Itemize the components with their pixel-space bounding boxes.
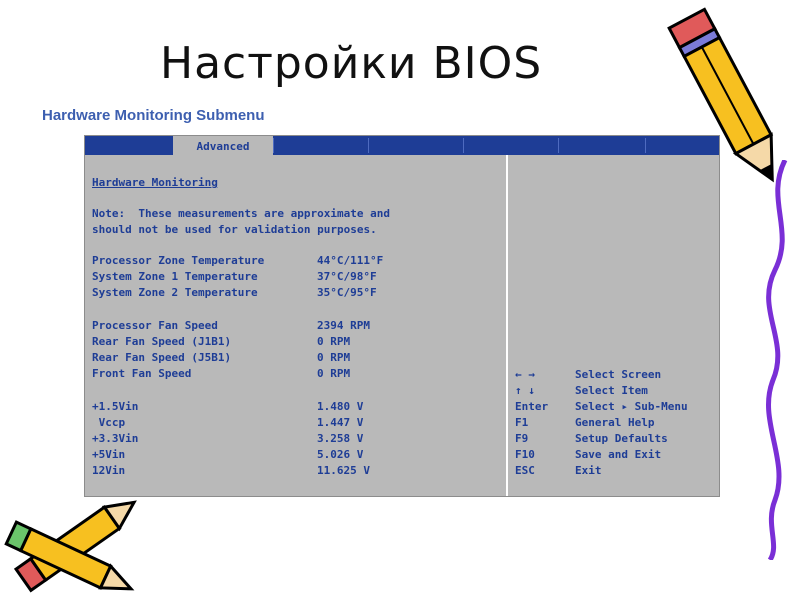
panel-divider (506, 155, 508, 496)
bios-screen (84, 135, 720, 497)
reading-value: 2394 RPM (317, 319, 370, 332)
reading-value: 5.026 V (317, 448, 364, 461)
reading-label[interactable]: Rear Fan Speed (J1B1) (92, 335, 232, 348)
pencils-bottom-left-icon (0, 480, 150, 600)
squiggle-line-icon (745, 160, 800, 560)
section-title: Hardware Monitoring (92, 176, 218, 189)
key-hint: ESC (515, 464, 535, 477)
reading-label[interactable]: System Zone 1 Temperature (92, 270, 258, 283)
reading-value: 0 RPM (317, 367, 351, 380)
key-hint: F1 (515, 416, 529, 429)
tab-advanced[interactable]: Advanced (173, 136, 273, 156)
key-action: Exit (575, 464, 602, 477)
reading-value: 3.258 V (317, 432, 364, 445)
key-action: General Help (575, 416, 655, 429)
key-action: Save and Exit (575, 448, 662, 461)
reading-label[interactable]: Processor Fan Speed (92, 319, 218, 332)
reading-label[interactable]: Vccp (92, 416, 126, 429)
reading-label[interactable]: Rear Fan Speed (J5B1) (92, 351, 232, 364)
reading-label[interactable]: +1.5Vin (92, 400, 139, 413)
note-line-1: Note: These measurements are approximate and (92, 207, 391, 220)
key-hint: ← → (515, 368, 535, 381)
key-hint: ↑ ↓ (515, 384, 535, 397)
reading-value: 0 RPM (317, 351, 351, 364)
key-hint: F10 (515, 448, 535, 461)
note-line-2: should not be used for validation purposes. (92, 223, 377, 236)
reading-value: 35°C/95°F (317, 286, 377, 299)
reading-value: 1.480 V (317, 400, 364, 413)
reading-value: 0 RPM (317, 335, 351, 348)
reading-label[interactable]: Processor Zone Temperature (92, 254, 265, 267)
reading-label[interactable]: +3.3Vin (92, 432, 139, 445)
key-hint: Enter (515, 400, 549, 413)
slide-title: Настройки BIOS (160, 38, 543, 89)
key-action: Select Screen (575, 368, 662, 381)
reading-value: 1.447 V (317, 416, 364, 429)
key-action: Select Item (575, 384, 648, 397)
key-hint: F9 (515, 432, 529, 445)
reading-label[interactable]: 12Vin (92, 464, 126, 477)
reading-label[interactable]: +5Vin (92, 448, 126, 461)
key-action: Setup Defaults (575, 432, 668, 445)
reading-label[interactable]: Front Fan Speed (92, 367, 192, 380)
reading-value: 37°C/98°F (317, 270, 377, 283)
reading-value: 11.625 V (317, 464, 370, 477)
key-action: Select ▸ Sub-Menu (575, 400, 688, 413)
submenu-heading: Hardware Monitoring Submenu (42, 107, 265, 124)
reading-value: 44°C/111°F (317, 254, 384, 267)
reading-label[interactable]: System Zone 2 Temperature (92, 286, 258, 299)
